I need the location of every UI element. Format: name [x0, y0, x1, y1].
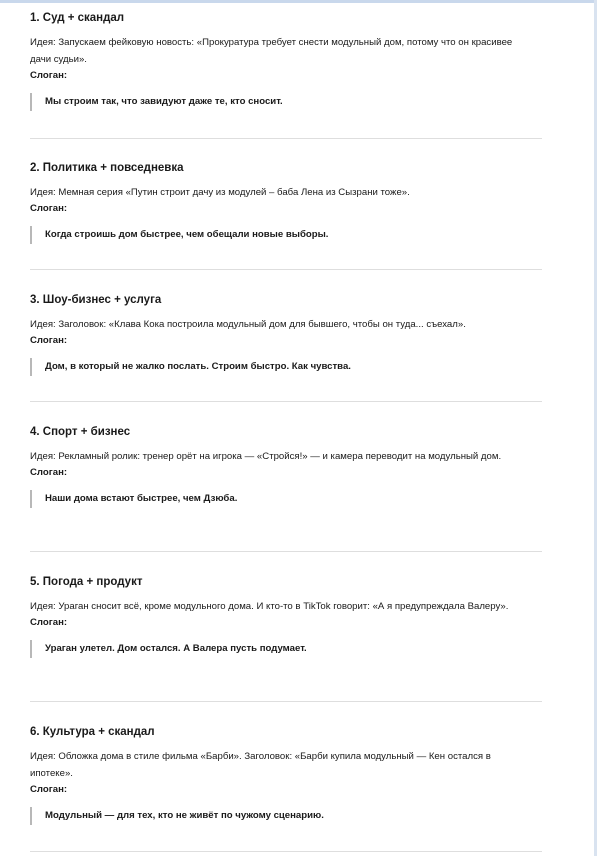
- section-divider: [30, 401, 542, 402]
- section-title: 5. Погода + продукт: [30, 576, 143, 588]
- slogan-label: Слоган:: [30, 203, 68, 214]
- top-window-edge: [0, 0, 597, 3]
- slogan-quote: Модульный — для тех, кто не живёт по чужому сценарию.: [30, 807, 542, 825]
- slogan-quote: Наши дома встают быстрее, чем Дзюба.: [30, 490, 542, 508]
- idea-text: Идея: Рекламный ролик: тренер орёт на игрока — «Стройся!» — и камера переводит на модульный дом.: [30, 451, 502, 462]
- section-divider: [30, 851, 542, 852]
- section-title: 2. Политика + повседневка: [30, 162, 184, 174]
- section-6: [30, 725, 542, 825]
- slogan-quote: Дом, в который не жалко послать. Строим быстро. Как чувства.: [30, 358, 542, 376]
- slogan-label: Слоган:: [30, 70, 68, 81]
- section-3: [30, 293, 542, 376]
- section-divider: [30, 551, 542, 552]
- idea-text: Идея: Заголовок: «Клава Кока построила модульный дом для бывшего, чтобы он туда... съехал».: [30, 319, 466, 330]
- slogan-quote: Ураган улетел. Дом остался. А Валера пусть подумает.: [30, 640, 542, 658]
- idea-text: Идея: Запускаем фейковую новость: «Прокуратура требует снести модульный дом, потому что он красивее дачи судьи».: [30, 37, 513, 65]
- section-divider: [30, 269, 542, 270]
- section-title: 6. Культура + скандал: [30, 726, 155, 738]
- idea-text: Идея: Ураган сносит всё, кроме модульного дома. И кто-то в TikTok говорит: «А я предупреждала Валеру».: [30, 601, 509, 612]
- idea-text: Идея: Мемная серия «Путин строит дачу из модулей – баба Лена из Сызрани тоже».: [30, 187, 410, 198]
- section-4: [30, 425, 542, 508]
- section-2: [30, 161, 542, 244]
- slogan-label: Слоган:: [30, 784, 68, 795]
- section-title: 1. Суд + скандал: [30, 12, 125, 24]
- slogan-quote: Мы строим так, что завидуют даже те, кто сносит.: [30, 93, 542, 111]
- section-divider: [30, 138, 542, 139]
- slogan-quote: Когда строишь дом быстрее, чем обещали новые выборы.: [30, 226, 542, 244]
- slogan-label: Слоган:: [30, 335, 68, 346]
- slogan-label: Слоган:: [30, 617, 68, 628]
- idea-text: Идея: Обложка дома в стиле фильма «Барби». Заголовок: «Барби купила модульный — Кен остался в ипотеке».: [30, 751, 491, 779]
- section-divider: [30, 701, 542, 702]
- section-title: 4. Спорт + бизнес: [30, 426, 131, 438]
- slogan-label: Слоган:: [30, 467, 68, 478]
- section-1: [30, 11, 542, 111]
- section-title: 3. Шоу-бизнес + услуга: [30, 294, 162, 306]
- section-5: [30, 575, 542, 658]
